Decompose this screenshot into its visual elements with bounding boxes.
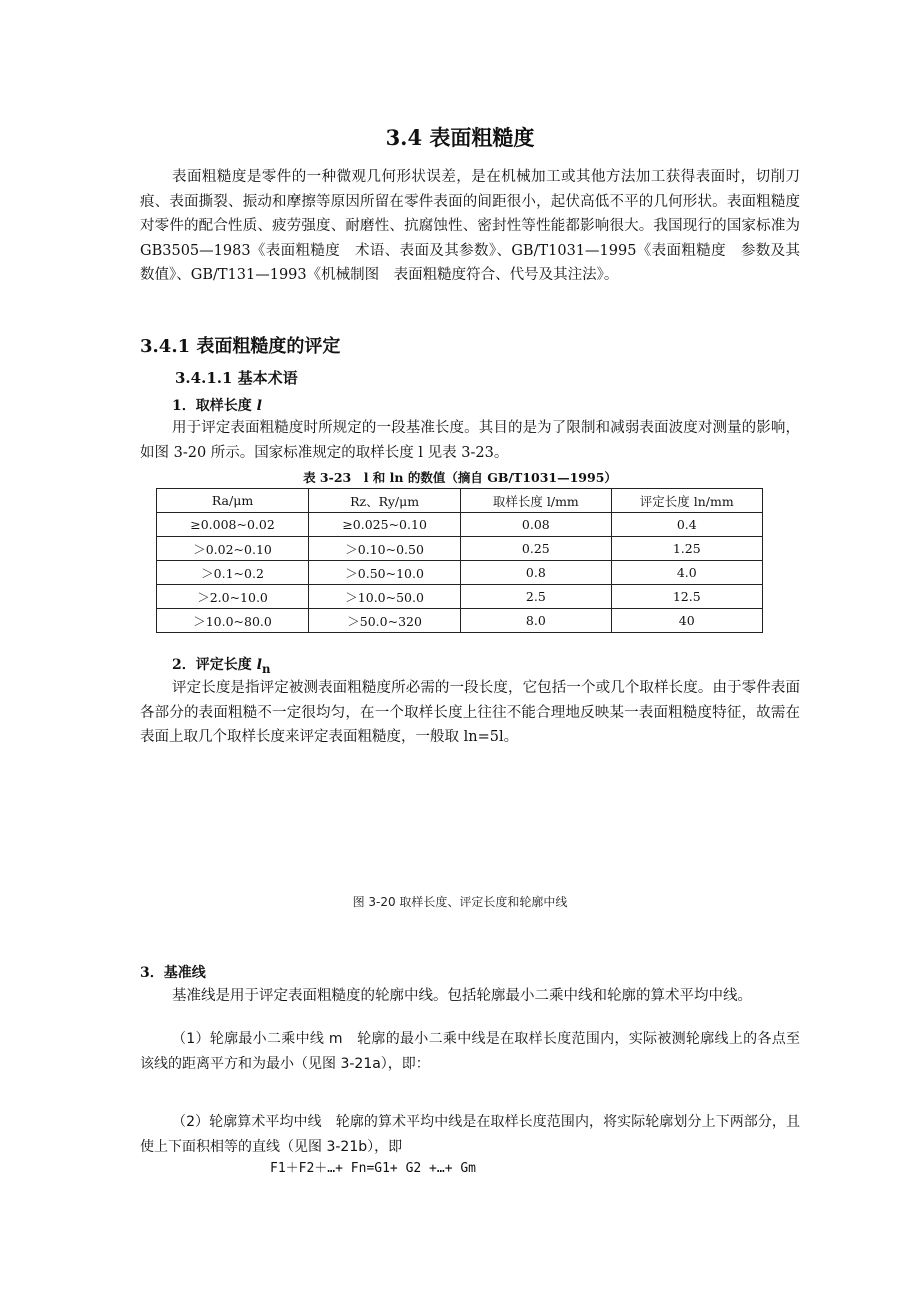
table-cell: ＞10.0~50.0 bbox=[309, 585, 461, 609]
table-cell: ＞0.10~0.50 bbox=[309, 537, 461, 561]
table-cell: ＞10.0~80.0 bbox=[157, 609, 309, 633]
table-header-cell: Rz、Ry/μm bbox=[309, 489, 461, 513]
table-cell: 0.25 bbox=[461, 537, 611, 561]
table-header-cell: 取样长度 l/mm bbox=[461, 489, 611, 513]
item3-paragraph: 基准线是用于评定表面粗糙度的轮廓中线。包括轮廓最小二乘中线和轮廓的算术平均中线。 bbox=[172, 988, 752, 1004]
least-squares-paragraph: （1）轮廓最小二乘中线 m 轮廓的最小二乘中线是在取样长度范围内，实际被测轮廓线上的各点至该线的距离平方和为最小（见图 3-21a），即： bbox=[140, 1031, 800, 1072]
table-row bbox=[157, 585, 763, 609]
table-cell: ＞2.0~10.0 bbox=[157, 585, 309, 609]
table-row bbox=[157, 513, 763, 537]
table-cell: ＞50.0~320 bbox=[309, 609, 461, 633]
area-formula: F1＋F2＋…+ Fn=G1+ G2 +…+ Gm bbox=[270, 1161, 477, 1176]
table-cell: 40 bbox=[611, 609, 762, 633]
table-row bbox=[157, 537, 763, 561]
table-row bbox=[157, 561, 763, 585]
item1-heading bbox=[172, 395, 262, 415]
item1-heading-symbol: l bbox=[256, 398, 262, 414]
table-cell: 12.5 bbox=[611, 585, 762, 609]
table-cell: 0.08 bbox=[461, 513, 611, 537]
table-cell: 2.5 bbox=[461, 585, 611, 609]
page-title: 3.4 表面粗糙度 bbox=[385, 125, 535, 150]
section-heading-3-4-1: 3.4.1 表面粗糙度的评定 bbox=[140, 336, 341, 357]
item2-paragraph: 评定长度是指评定被测表面粗糙度所必需的一段长度，它包括一个或几个取样长度。由于零件表面各部分的表面粗糙不一定很均匀，在一个取样长度上往往不能合理地反映某一表面粗糙度特征，故需在表面上取几个取样长度来评定表面粗糙度，一般取 ln=5l。 bbox=[140, 680, 800, 745]
table-caption: 表 3-23 l 和 ln 的数值（摘自 GB/T1031—1995） bbox=[303, 470, 617, 485]
table-cell: 0.4 bbox=[611, 513, 762, 537]
table-cell: 0.8 bbox=[461, 561, 611, 585]
table-cell: ＞0.1~0.2 bbox=[157, 561, 309, 585]
table-header-cell: Ra/μm bbox=[157, 489, 309, 513]
table-cell: ≥0.008~0.02 bbox=[157, 513, 309, 537]
item1-heading-prefix: 1．取样长度 bbox=[172, 398, 257, 414]
table-cell: 8.0 bbox=[461, 609, 611, 633]
table-row bbox=[157, 609, 763, 633]
table-cell: ≥0.025~0.10 bbox=[309, 513, 461, 537]
table-cell: ＞0.50~10.0 bbox=[309, 561, 461, 585]
table-header-row bbox=[157, 489, 763, 513]
table-header-cell: 评定长度 ln/mm bbox=[611, 489, 762, 513]
item2-heading-symbol: l bbox=[256, 657, 262, 673]
sampling-length-table bbox=[156, 488, 763, 633]
item3-heading: 3．基准线 bbox=[140, 965, 206, 981]
subsection-heading-3-4-1-1: 3.4.1.1 基本术语 bbox=[175, 369, 298, 387]
arithmetic-mean-paragraph: （2）轮廓算术平均中线 轮廓的算术平均中线是在取样长度范围内，将实际轮廓划分上下两部分，且使上下面积相等的直线（见图 3-21b），即 bbox=[140, 1114, 800, 1155]
item1-paragraph: 用于评定表面粗糙度时所规定的一段基准长度。其目的是为了限制和减弱表面波度对测量的影响，如图 3-20 所示。国家标准规定的取样长度 l 见表 3-23。 bbox=[140, 420, 800, 461]
table-cell: ＞0.02~0.10 bbox=[157, 537, 309, 561]
item2-heading bbox=[172, 654, 270, 676]
table-cell: 1.25 bbox=[611, 537, 762, 561]
item2-heading-prefix: 2．评定长度 bbox=[172, 657, 257, 673]
table-cell: 4.0 bbox=[611, 561, 762, 585]
item2-heading-subscript: n bbox=[261, 661, 271, 676]
intro-paragraph: 表面粗糙度是零件的一种微观几何形状误差，是在机械加工或其他方法加工获得表面时，切削刀痕、表面撕裂、振动和摩擦等原因所留在零件表面的间距很小，起伏高低不平的几何形状。表面粗糙度对零件的配合性质、疲劳强度、耐磨性、抗腐蚀性、密封性等性能都影响很大。我国现行的国家标准为GB3505—1983《表面粗糙度 术语、表面及其参数》、GB/T1031—1995《表面粗糙度 参数及其数值》、GB/T131—1993《机械制图 表面粗糙度符合、代号及其注法》。 bbox=[140, 169, 800, 283]
figure-caption: 图 3-20 取样长度、评定长度和轮廓中线 bbox=[352, 895, 568, 909]
